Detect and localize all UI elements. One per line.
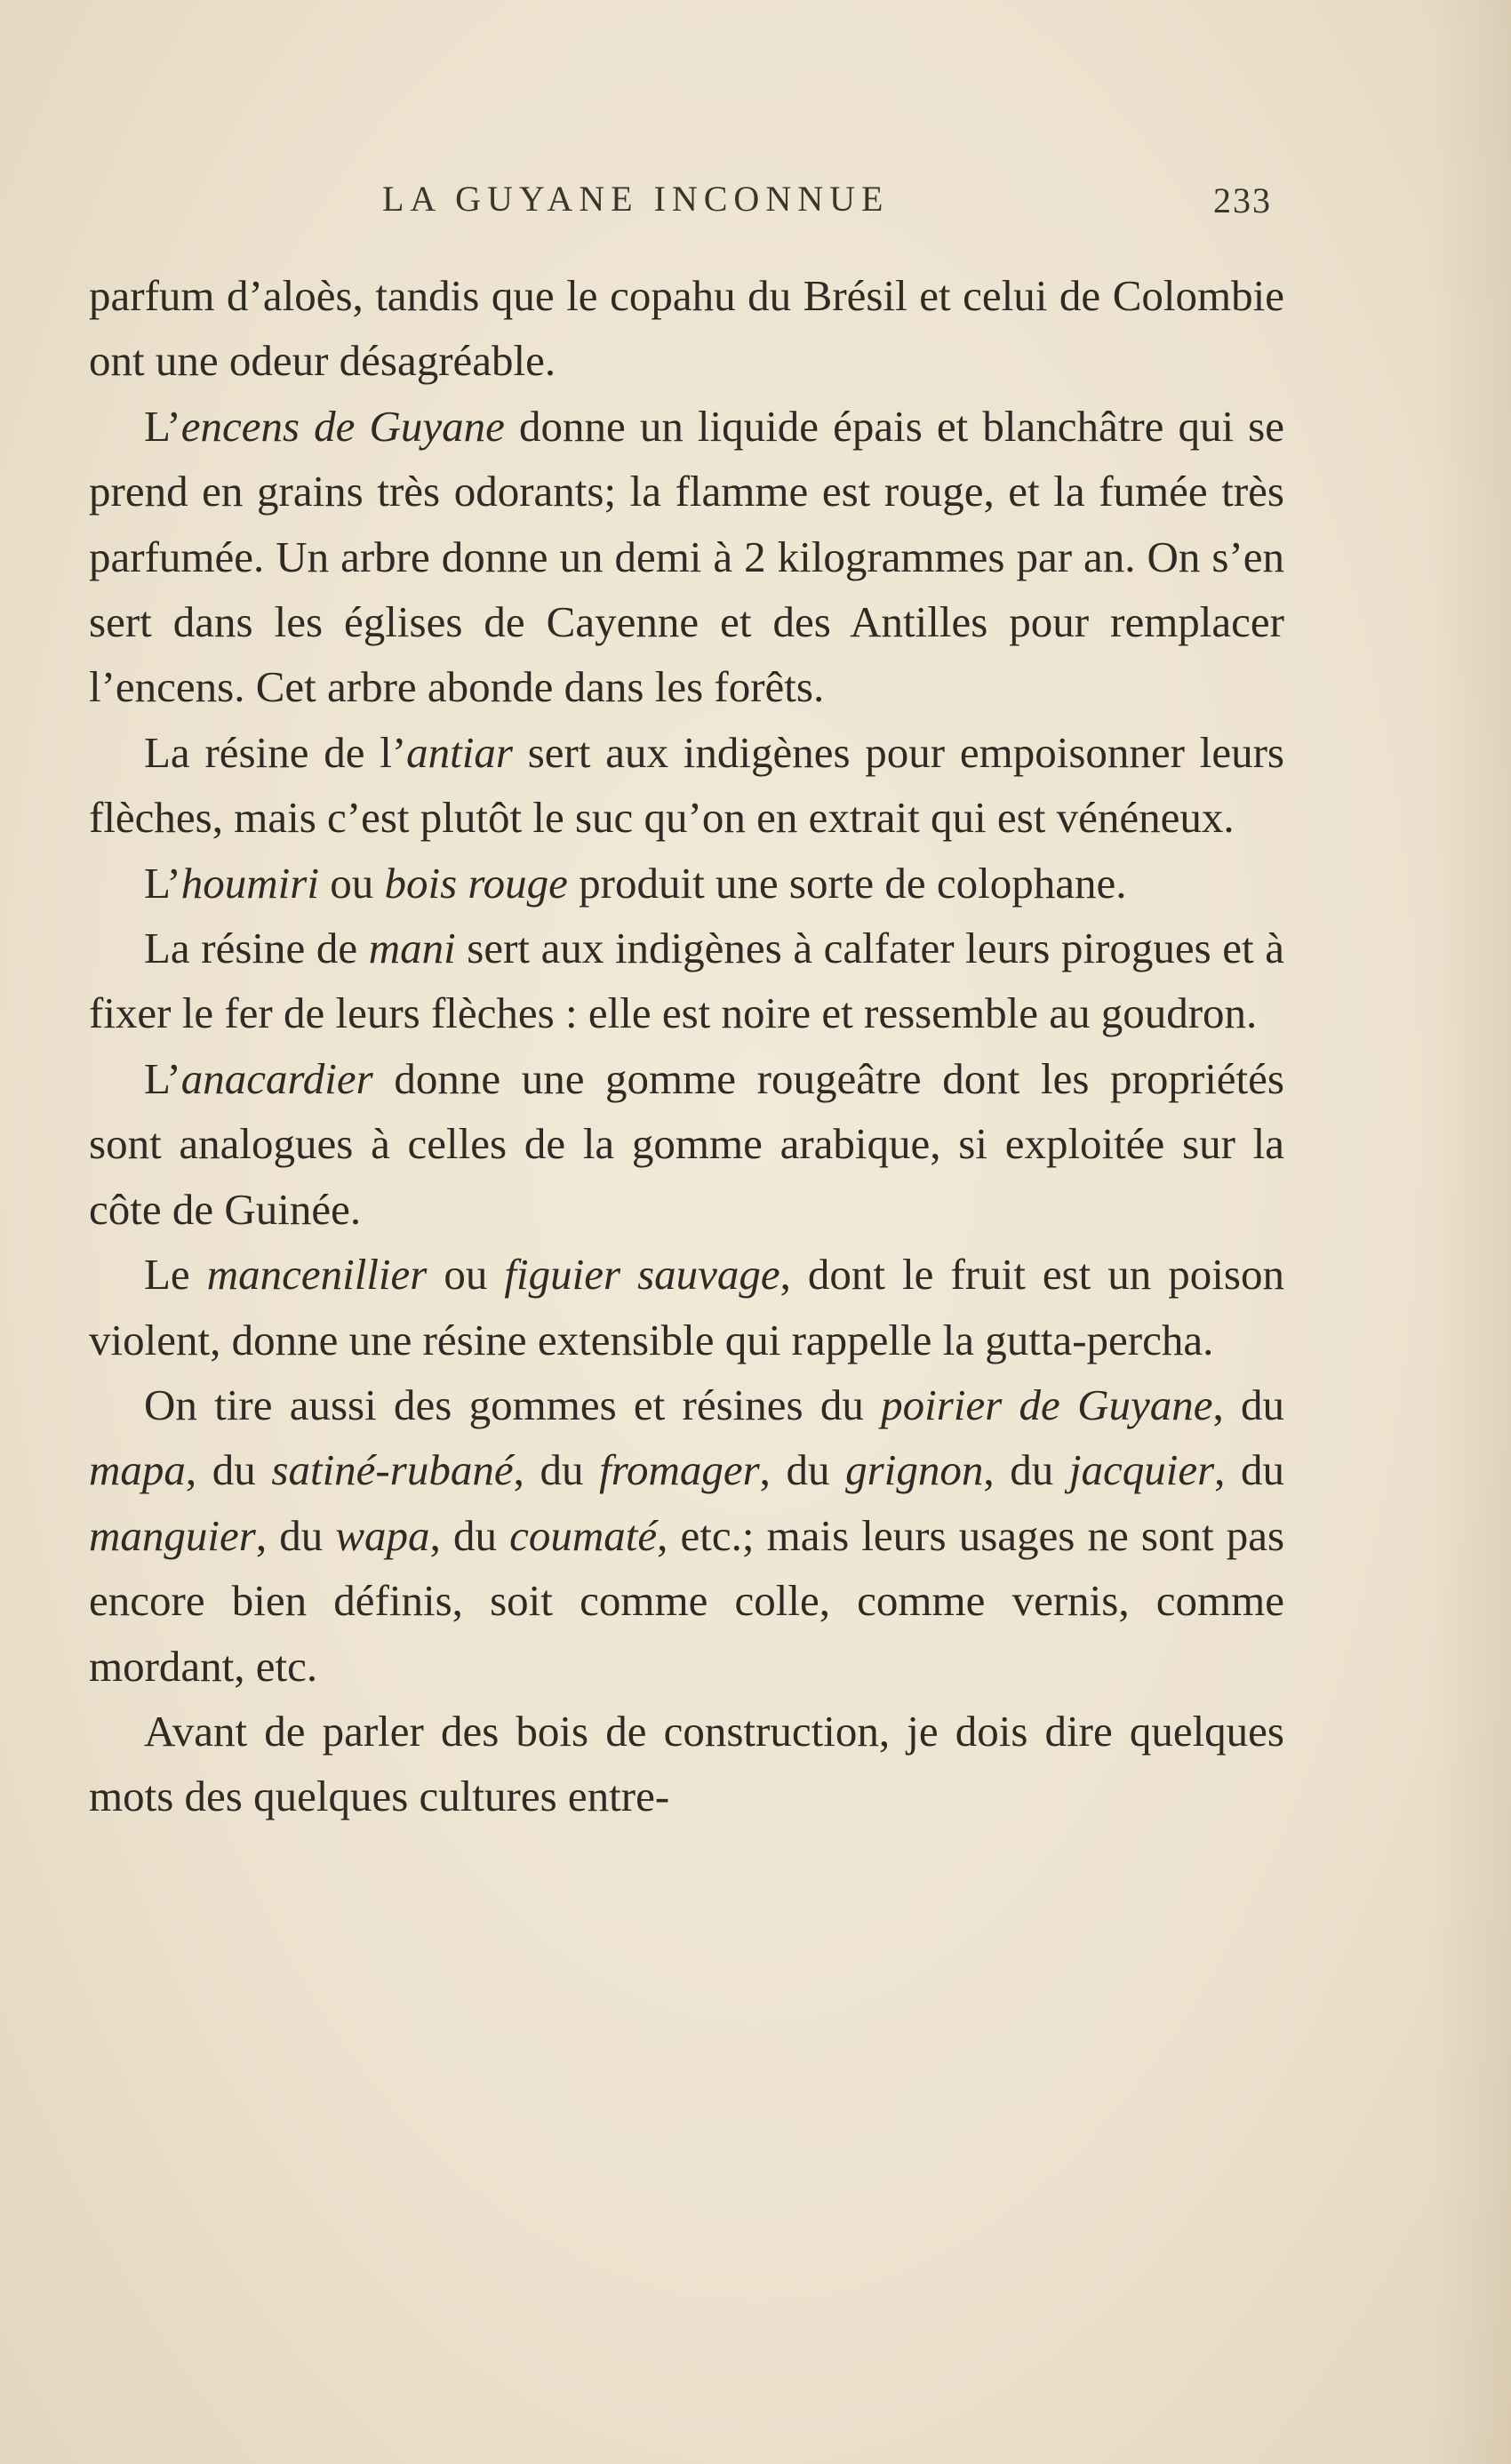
paragraph-2 <box>89 394 1284 720</box>
italic-term: mani <box>368 924 456 973</box>
paragraph-6 <box>89 1046 1284 1242</box>
italic-term: mancenillier <box>206 1250 428 1300</box>
text-run: donne un liquide épais et blanchâtre qui se prend en grains très odorants; la flamme est rouge, et la fumée très parfumée. Un arbre donne un demi à 2 kilogrammes par an. On s’en sert dans les églises de Cayenne et des Antilles pour remplacer l’encens. Cet arbre abonde dans les forêts. <box>89 401 1284 712</box>
italic-term: satiné-rubané <box>271 1445 514 1495</box>
text-run: , etc.; mais leurs usages ne sont pas encore bien définis, soit comme colle, comme vernis, comme mordant, etc. <box>89 1510 1285 1691</box>
text-run: sert aux indigènes à calfater leurs pirogues et à fixer le fer de leurs flèches : elle est noire et ressemble au goudron. <box>89 924 1284 1038</box>
paragraph-7 <box>89 1242 1284 1372</box>
text-run: L’ <box>144 401 181 451</box>
running-header <box>89 178 1272 231</box>
italic-term: wapa <box>335 1510 430 1560</box>
italic-term: grignon <box>845 1445 984 1495</box>
text-run: , du <box>983 1445 1069 1495</box>
text-run: , du <box>759 1445 846 1495</box>
paragraph-9 <box>89 1699 1284 1829</box>
italic-term: anacardier <box>180 1053 373 1103</box>
italic-term: encens de Guyane <box>180 401 505 451</box>
text-run: , du <box>185 1445 272 1495</box>
text-run: , du <box>513 1445 600 1495</box>
text-run: La résine de <box>144 924 369 973</box>
italic-term: mapa <box>89 1445 186 1495</box>
text-run: produit une sorte de colophane. <box>567 858 1127 908</box>
italic-term: bois rouge <box>384 858 568 908</box>
page-number: 233 <box>1213 180 1272 220</box>
text-run: La résine de l’ <box>144 727 407 777</box>
paragraph-9-text: Avant de parler des bois de construction, je dois dire quelques mots des quelques cultures entre- <box>89 1706 1284 1821</box>
running-title: LA GUYANE INCONNUE <box>382 179 890 219</box>
paragraph-5 <box>89 916 1284 1046</box>
text-run: , du <box>1214 1445 1285 1495</box>
body-text <box>89 263 1284 1829</box>
text-run: Le <box>144 1250 207 1300</box>
italic-term: coumaté <box>509 1510 658 1560</box>
paragraph-4 <box>89 851 1284 916</box>
text-run: L’ <box>144 1053 181 1103</box>
page-edge-shadow <box>1431 0 1511 2464</box>
italic-term: figuier sauvage <box>504 1250 780 1300</box>
text-run: L’ <box>144 858 181 908</box>
text-run: ou <box>318 858 385 908</box>
italic-term: antiar <box>406 727 513 777</box>
italic-term: jacquier <box>1068 1445 1215 1495</box>
paragraph-8 <box>89 1372 1284 1699</box>
text-run: ou <box>427 1250 505 1300</box>
italic-term: poirier de Guyane <box>881 1380 1213 1429</box>
paragraph-1-text: parfum d’aloès, tandis que le copahu du Brésil et celui de Colombie ont une odeur désagréable. <box>89 271 1284 386</box>
text-run: sert aux indigènes pour empoisonner leurs flèches, mais c’est plutôt le suc qu’on en extrait qui est vénéneux. <box>89 727 1285 843</box>
paragraph-1 <box>89 263 1284 394</box>
italic-term: manguier <box>89 1510 256 1560</box>
text-run: On tire aussi des gommes et résines du <box>144 1380 882 1429</box>
text-run: , du <box>1212 1380 1284 1429</box>
paragraph-3 <box>89 720 1284 851</box>
text-run: donne une gomme rougeâtre dont les propriétés sont analogues à celles de la gomme arabique, si exploitée sur la côte de Guinée. <box>89 1053 1284 1234</box>
text-run: , du <box>429 1510 510 1560</box>
text-run: , dont le fruit est un poison violent, donne une résine extensible qui rappelle la gutta-percha. <box>89 1250 1284 1364</box>
italic-term: fromager <box>599 1445 760 1495</box>
text-run: , du <box>255 1510 336 1560</box>
italic-term: houmiri <box>180 858 319 908</box>
